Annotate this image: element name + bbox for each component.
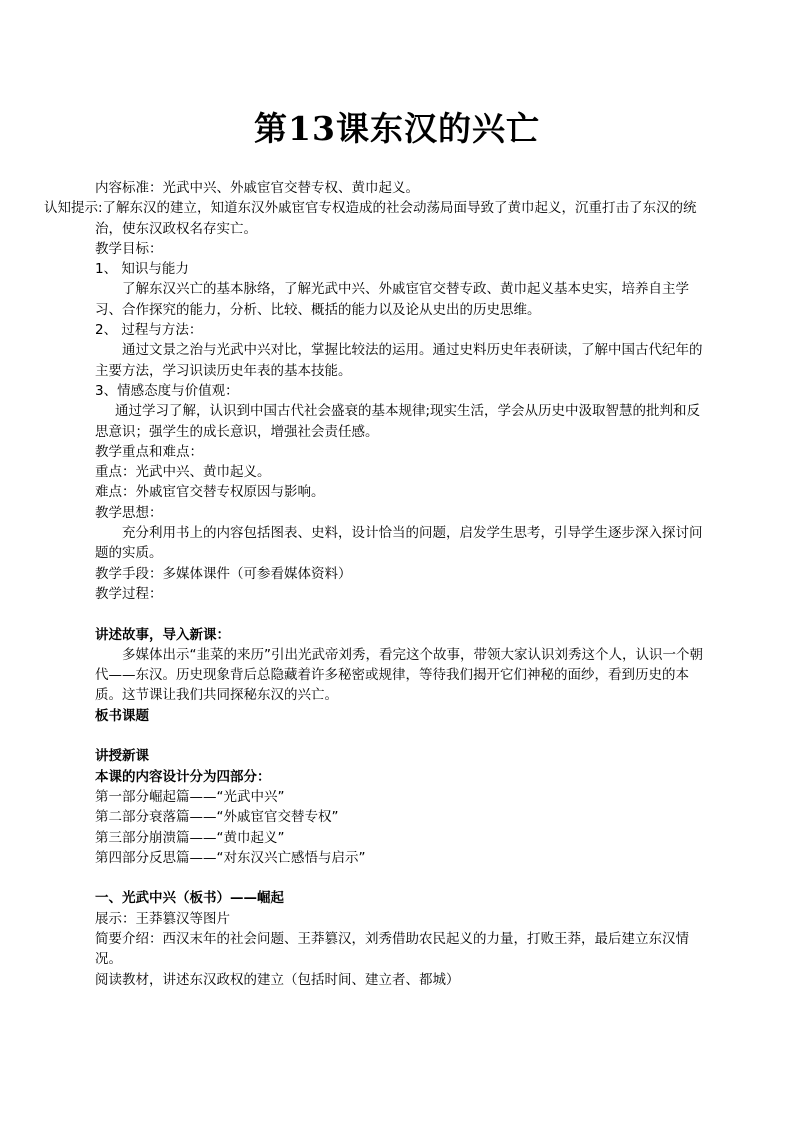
display-line: 展示：王莽篡汉等图片 [95,910,230,927]
document-body [44,178,705,990]
teaching-goals-heading: 教学目标： [95,240,163,257]
four-parts-heading: 本课的内容设计分为四部分： [95,768,271,785]
brief-intro: 简要介绍：西汉末年的社会问题、王莽篡汉，刘秀借助农民起义的力量，打败王莽，最后建立东汉情况。 [95,930,689,968]
part-3: 第三部分崩溃篇——“黄巾起义” [95,829,285,846]
cognitive-hint: 认知提示:了解东汉的建立，知道东汉外戚宦官专权造成的社会动荡局面导致了黄巾起义，沉重打击了东汉的统治，使东汉政权名存实亡。 [44,200,697,237]
part-4: 第四部分反思篇——“对东汉兴亡感悟与启示” [95,849,366,866]
teaching-process-heading: 教学过程： [95,585,163,602]
goal-1-heading: 1、 知识与能力 [95,261,189,278]
key-points-heading: 教学重点和难点： [95,443,203,460]
goal-2-text: 通过文景之治与光武中兴对比，掌握比较法的运用。通过史料历史年表研读，了解中国古代纪年的主要方法，学习识读历史年表的基本技能。 [95,342,703,379]
teaching-idea-heading: 教学思想： [95,504,163,521]
part-2: 第二部分衰落篇——“外戚宦官交替专权” [95,809,339,826]
spacer [95,726,705,746]
new-lesson-heading: 讲授新课 [95,748,149,765]
section-1-heading: 一、光武中兴（板书）——崛起 [95,890,284,907]
difficult-point: 难点：外戚宦官交替专权原因与影响。 [95,484,325,501]
teaching-idea-text: 充分利用书上的内容包括图表、史料，设计恰当的问题，启发学生思考，引导学生逐步深入探讨问题的实质。 [95,525,703,562]
board-title-label: 板书课题 [95,707,149,724]
goal-3-heading: 3、情感态度与价值观： [95,382,239,399]
teaching-means: 教学手段：多媒体课件（可参看媒体资料） [95,565,352,582]
key-point: 重点：光武中兴、黄巾起义。 [95,464,271,481]
content-standard: 内容标准：光武中兴、外戚宦官交替专权、黄巾起义。 [95,180,419,196]
reading-task: 阅读教材，讲述东汉政权的建立（包括时间、建立者、都城） [95,971,460,988]
document-title: 第13课东汉的兴亡 [254,109,540,148]
part-1: 第一部分崛起篇——“光武中兴” [95,788,285,805]
goal-3-text: 通过学习了解，认识到中国古代社会盛衰的基本规律;现实生活，学会从历史中汲取智慧的批判和反思意识；强学生的成长意识，增强社会责任感。 [95,403,701,440]
goal-2-heading: 2、 过程与方法： [95,322,203,339]
spacer [95,868,705,888]
spacer [95,604,705,624]
intro-text: 多媒体出示“韭菜的来历”引出光武帝刘秀，看完这个故事，带领大家认识刘秀这个人，认识一个朝代——东汉。历史现象背后总隐藏着许多秘密或规律，等待我们揭开它们神秘的面纱，看到历史的本质。这节课让我们共同探秘东汉的兴亡。 [95,646,703,704]
goal-1-text: 了解东汉兴亡的基本脉络，了解光武中兴、外戚宦官交替专政、黄巾起义基本史实，培养自主学习、合作探究的能力，分析、比较、概括的能力以及论从史出的历史思维。 [95,281,689,318]
intro-heading: 讲述故事，导入新课： [95,626,230,643]
